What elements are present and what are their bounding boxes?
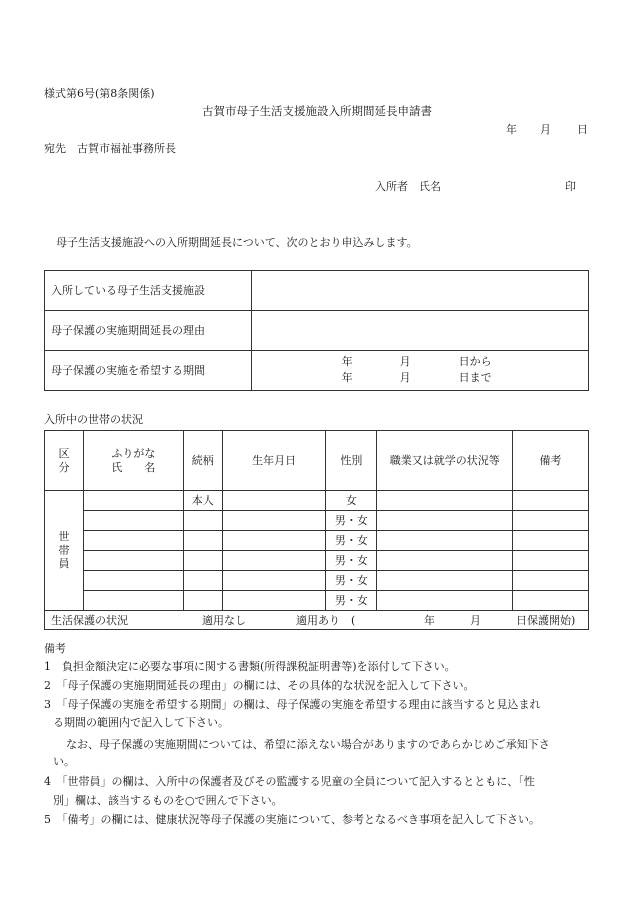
household-table xyxy=(44,430,589,630)
notes-heading: 備考 xyxy=(44,642,66,655)
period-row xyxy=(45,351,589,391)
member-relation-cell[interactable] xyxy=(183,551,222,571)
date-month-label: 月 xyxy=(540,123,551,136)
form-title: 古賀市母子生活支援施設入所期間延長申請書 xyxy=(202,104,432,118)
period-from-day: 日から xyxy=(458,355,492,368)
member-remarks-cell[interactable] xyxy=(513,571,589,591)
relation-header: 続柄 xyxy=(183,431,222,491)
member-relation-cell[interactable] xyxy=(183,571,222,591)
member-remarks-cell[interactable] xyxy=(513,591,589,611)
note-4-line-2: 別」欄は、該当するものを○で囲んで下さい。 xyxy=(53,794,283,807)
member-sex-cell[interactable]: 男・女 xyxy=(326,551,377,571)
member-sex-cell[interactable]: 男・女 xyxy=(326,511,377,531)
period-label: 母子保護の実施を希望する期間 xyxy=(45,351,252,391)
member-occupation-cell[interactable] xyxy=(377,551,513,571)
member-name-cell[interactable] xyxy=(83,511,183,531)
welfare-month-label: 月 xyxy=(470,614,481,627)
facility-row xyxy=(45,271,589,311)
member-occupation-cell[interactable] xyxy=(377,571,513,591)
period-to-year: 年 xyxy=(341,371,353,384)
facility-label: 入所している母子生活支援施設 xyxy=(45,271,252,311)
intro-text: 母子生活支援施設への入所期間延長について、次のとおり申込みします。 xyxy=(56,236,418,249)
note-2: 2 「母子保護の実施期間延長の理由」の欄には、その具体的な状況を記入して下さい。 xyxy=(44,679,475,692)
member-relation-cell: 本人 xyxy=(183,491,222,511)
note-3-line-3: なお、母子保護の実施期間については、希望に添えない場合がありますのであらかじめご承知下さ xyxy=(66,738,550,751)
member-name-cell[interactable] xyxy=(83,591,183,611)
member-birthdate-cell[interactable] xyxy=(222,571,326,591)
member-birthdate-cell[interactable] xyxy=(222,491,326,511)
member-sex-cell: 女 xyxy=(326,491,377,511)
member-occupation-cell[interactable] xyxy=(377,491,513,511)
member-birthdate-cell[interactable] xyxy=(222,531,326,551)
member-sex-cell[interactable]: 男・女 xyxy=(326,591,377,611)
note-4-line-1: 4 「世帯員」の欄は、入所中の保護者及びその監護する児童の全員について記入するとともに、「性 xyxy=(44,775,535,788)
household-member-row xyxy=(45,491,589,511)
member-name-cell[interactable] xyxy=(83,531,183,551)
note-3-line-2: る期間の範囲内で記入して下さい。 xyxy=(53,716,229,729)
welfare-status-cell[interactable] xyxy=(45,611,589,630)
member-occupation-cell[interactable] xyxy=(377,591,513,611)
member-remarks-cell[interactable] xyxy=(513,531,589,551)
welfare-status-label: 生活保護の状況 xyxy=(51,614,128,627)
name-header xyxy=(83,431,183,491)
household-member-row xyxy=(45,511,589,531)
member-occupation-cell[interactable] xyxy=(377,511,513,531)
welfare-year-label: 年 xyxy=(424,614,435,627)
period-field[interactable] xyxy=(251,351,588,391)
recipient: 宛先 古賀市福祉事務所長 xyxy=(44,142,176,155)
furigana-header: ふりがな xyxy=(111,446,156,460)
reason-row xyxy=(45,311,589,351)
date-year-label: 年 xyxy=(506,123,517,136)
facility-field[interactable] xyxy=(251,271,588,311)
member-sex-cell[interactable]: 男・女 xyxy=(326,571,377,591)
member-remarks-cell[interactable] xyxy=(513,491,589,511)
date-day-label: 日 xyxy=(577,123,588,136)
welfare-start-label: 日保護開始) xyxy=(516,614,576,627)
form-number: 様式第6号(第8条関係) xyxy=(44,87,155,100)
birthdate-header: 生年月日 xyxy=(222,431,326,491)
sex-header: 性別 xyxy=(326,431,377,491)
applicant-name-label: 入所者 氏名 xyxy=(375,180,441,193)
member-relation-cell[interactable] xyxy=(183,531,222,551)
member-relation-cell[interactable] xyxy=(183,511,222,531)
member-name-cell[interactable] xyxy=(83,551,183,571)
note-5: 5 「備考」の欄には、健康状況等母子保護の実施について、参考となるべき事項を記入して下さい。 xyxy=(44,813,541,826)
welfare-applied-option[interactable]: 適用あり ( xyxy=(296,614,356,627)
note-3-line-1: 3 「母子保護の実施を希望する期間」の欄は、母子保護の実施を希望する理由に該当すると見込まれ xyxy=(44,698,541,711)
member-remarks-cell[interactable] xyxy=(513,511,589,531)
household-section-title: 入所中の世帯の状況 xyxy=(44,413,143,426)
member-remarks-cell[interactable] xyxy=(513,551,589,571)
note-3-line-4: い。 xyxy=(53,755,75,768)
period-to-day: 日まで xyxy=(458,371,492,384)
member-relation-cell[interactable] xyxy=(183,591,222,611)
member-name-cell[interactable] xyxy=(83,491,183,511)
application-table xyxy=(44,270,589,391)
household-member-row xyxy=(45,551,589,571)
remarks-header: 備考 xyxy=(513,431,589,491)
household-member-row xyxy=(45,571,589,591)
reason-field[interactable] xyxy=(251,311,588,351)
period-from-month: 月 xyxy=(399,355,411,368)
household-member-row xyxy=(45,591,589,611)
member-occupation-cell[interactable] xyxy=(377,531,513,551)
member-name-cell[interactable] xyxy=(83,571,183,591)
member-sex-cell[interactable]: 男・女 xyxy=(326,531,377,551)
member-birthdate-cell[interactable] xyxy=(222,511,326,531)
welfare-status-row xyxy=(45,611,589,630)
member-birthdate-cell[interactable] xyxy=(222,591,326,611)
period-to-month: 月 xyxy=(399,371,411,384)
household-member-row xyxy=(45,531,589,551)
reason-label: 母子保護の実施期間延長の理由 xyxy=(45,311,252,351)
name-header-text: 氏 名 xyxy=(111,460,156,474)
member-birthdate-cell[interactable] xyxy=(222,551,326,571)
occupation-header: 職業又は就学の状況等 xyxy=(377,431,513,491)
category-header: 区 分 xyxy=(45,431,84,491)
welfare-none-option[interactable]: 適用なし xyxy=(202,614,246,627)
period-from-year: 年 xyxy=(341,355,353,368)
household-members-label: 世 帯 員 xyxy=(45,491,84,611)
household-header-row xyxy=(45,431,589,491)
note-1: 1 負担金額決定に必要な事項に関する書類(所得課税証明書等)を添付して下さい。 xyxy=(44,660,456,673)
seal-mark: 印 xyxy=(565,180,576,193)
